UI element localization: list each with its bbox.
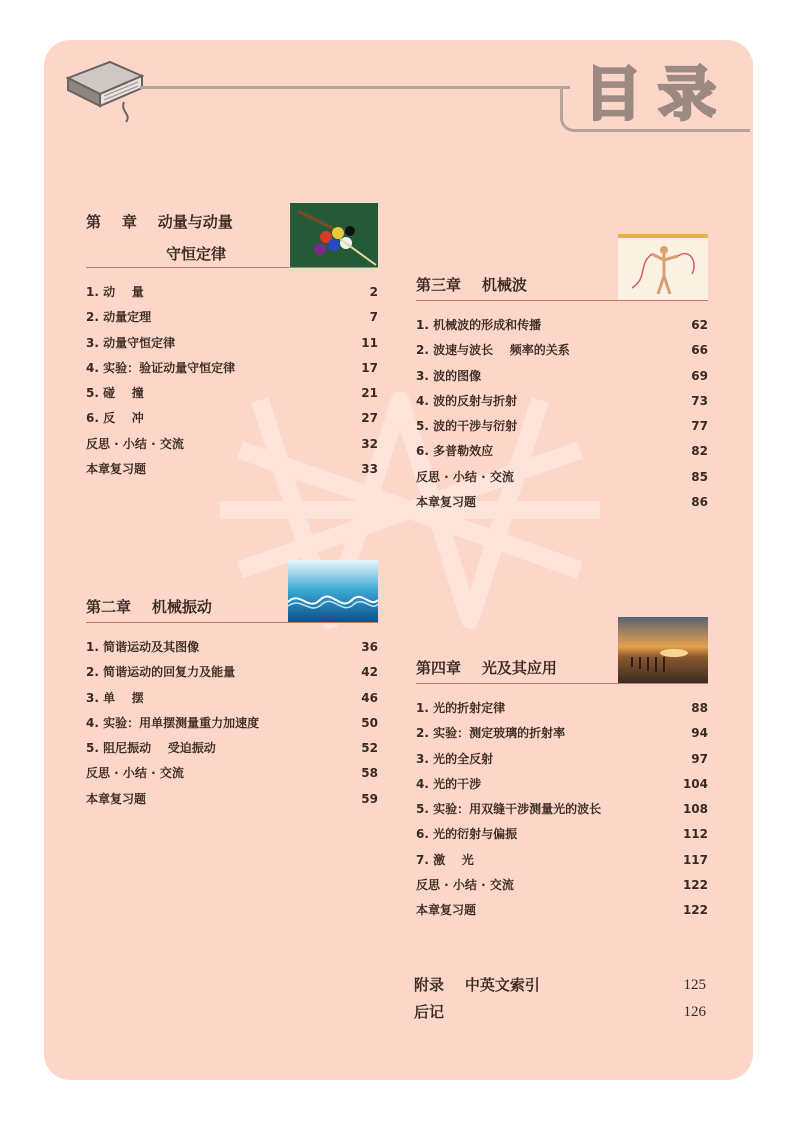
toc-item[interactable]: 2. 动量定理 7 [86, 310, 378, 325]
chapter-3 [416, 234, 708, 515]
chapter-header [416, 234, 708, 300]
toc-item[interactable]: 本章复习题 59 [86, 791, 378, 806]
chapter-2 [86, 560, 378, 812]
toc-item[interactable]: 3. 动量守恒定律 11 [86, 335, 378, 350]
toc-item[interactable]: 反思 · 小结 · 交流 58 [86, 766, 378, 781]
toc-item[interactable]: 3. 波的图像 69 [416, 368, 708, 383]
chapter-divider [86, 267, 378, 268]
page-title: 目录 [584, 60, 733, 128]
toc-list [86, 280, 378, 482]
sunset-photo [618, 617, 708, 683]
chapter-1 [86, 203, 378, 482]
toc-item[interactable]: 本章复习题 122 [416, 903, 708, 918]
toc-item[interactable]: 1. 简谐运动及其图像 36 [86, 640, 378, 654]
toc-item[interactable]: 2. 简谐运动的回复力及能量 42 [86, 665, 378, 680]
chapter-divider [86, 622, 378, 623]
chapter-divider [416, 300, 708, 301]
toc-list [416, 696, 708, 924]
chapter-header [416, 617, 708, 683]
toc-item[interactable]: 本章复习题 33 [86, 462, 378, 477]
appendix-list [414, 972, 706, 1026]
toc-item[interactable]: 1. 动 量 2 [86, 285, 378, 299]
toc-item[interactable]: 本章复习题 86 [416, 495, 708, 510]
chapter-title[interactable]: 第 章 动量与动量 [86, 213, 233, 231]
book-icon [62, 56, 148, 126]
toc-list [86, 635, 378, 812]
toc-item[interactable]: 反思 · 小结 · 交流 32 [86, 436, 378, 451]
wave-photo [288, 560, 378, 622]
toc-item[interactable]: 4. 波的反射与折射 73 [416, 393, 708, 408]
toc-item[interactable]: 3. 光的全反射 97 [416, 751, 708, 766]
chapter-title-line2[interactable]: 守恒定律 [166, 245, 227, 263]
chapter-header [86, 560, 378, 622]
toc-item[interactable]: 反思 · 小结 · 交流 122 [416, 878, 708, 893]
toc-item[interactable]: 7. 激 光 117 [416, 852, 708, 867]
toc-item[interactable]: 5. 波的干涉与衍射 77 [416, 419, 708, 434]
toc-item[interactable]: 2. 波速与波长 频率的关系 66 [416, 343, 708, 358]
toc-item[interactable]: 4. 实验：用单摆测量重力加速度 50 [86, 715, 378, 730]
appendix-item[interactable]: 附录 中英文索引 125 [414, 976, 706, 994]
ribbon-dancer-photo [618, 234, 708, 300]
toc-item[interactable]: 4. 实验：验证动量守恒定律 17 [86, 360, 378, 375]
toc-item[interactable]: 5. 实验：用双缝干涉测量光的波长 108 [416, 802, 708, 817]
appendix-item[interactable]: 后记 126 [414, 1003, 706, 1021]
header-divider [140, 86, 570, 89]
toc-item[interactable]: 反思 · 小结 · 交流 85 [416, 469, 708, 484]
chapter-divider [416, 683, 708, 684]
toc-item[interactable]: 6. 多普勒效应 82 [416, 444, 708, 459]
toc-item[interactable]: 6. 光的衍射与偏振 112 [416, 827, 708, 842]
chapter-title[interactable]: 第三章 机械波 [416, 276, 527, 294]
toc-item[interactable]: 3. 单 摆 46 [86, 690, 378, 705]
chapter-4 [416, 617, 708, 924]
toc-item[interactable]: 5. 阻尼振动 受迫振动 52 [86, 741, 378, 756]
toc-item[interactable]: 1. 光的折射定律 88 [416, 701, 708, 715]
toc-list [416, 313, 708, 515]
toc-item[interactable]: 1. 机械波的形成和传播 62 [416, 318, 708, 332]
toc-item[interactable]: 6. 反 冲 27 [86, 411, 378, 426]
toc-item[interactable]: 4. 光的干涉 104 [416, 776, 708, 791]
chapter-title[interactable]: 第四章 光及其应用 [416, 659, 557, 677]
toc-item[interactable]: 2. 实验：测定玻璃的折射率 94 [416, 726, 708, 741]
chapter-header [86, 203, 378, 267]
billiards-photo [290, 203, 378, 267]
toc-item[interactable]: 5. 碰 撞 21 [86, 386, 378, 401]
chapter-title[interactable]: 第二章 机械振动 [86, 598, 212, 616]
